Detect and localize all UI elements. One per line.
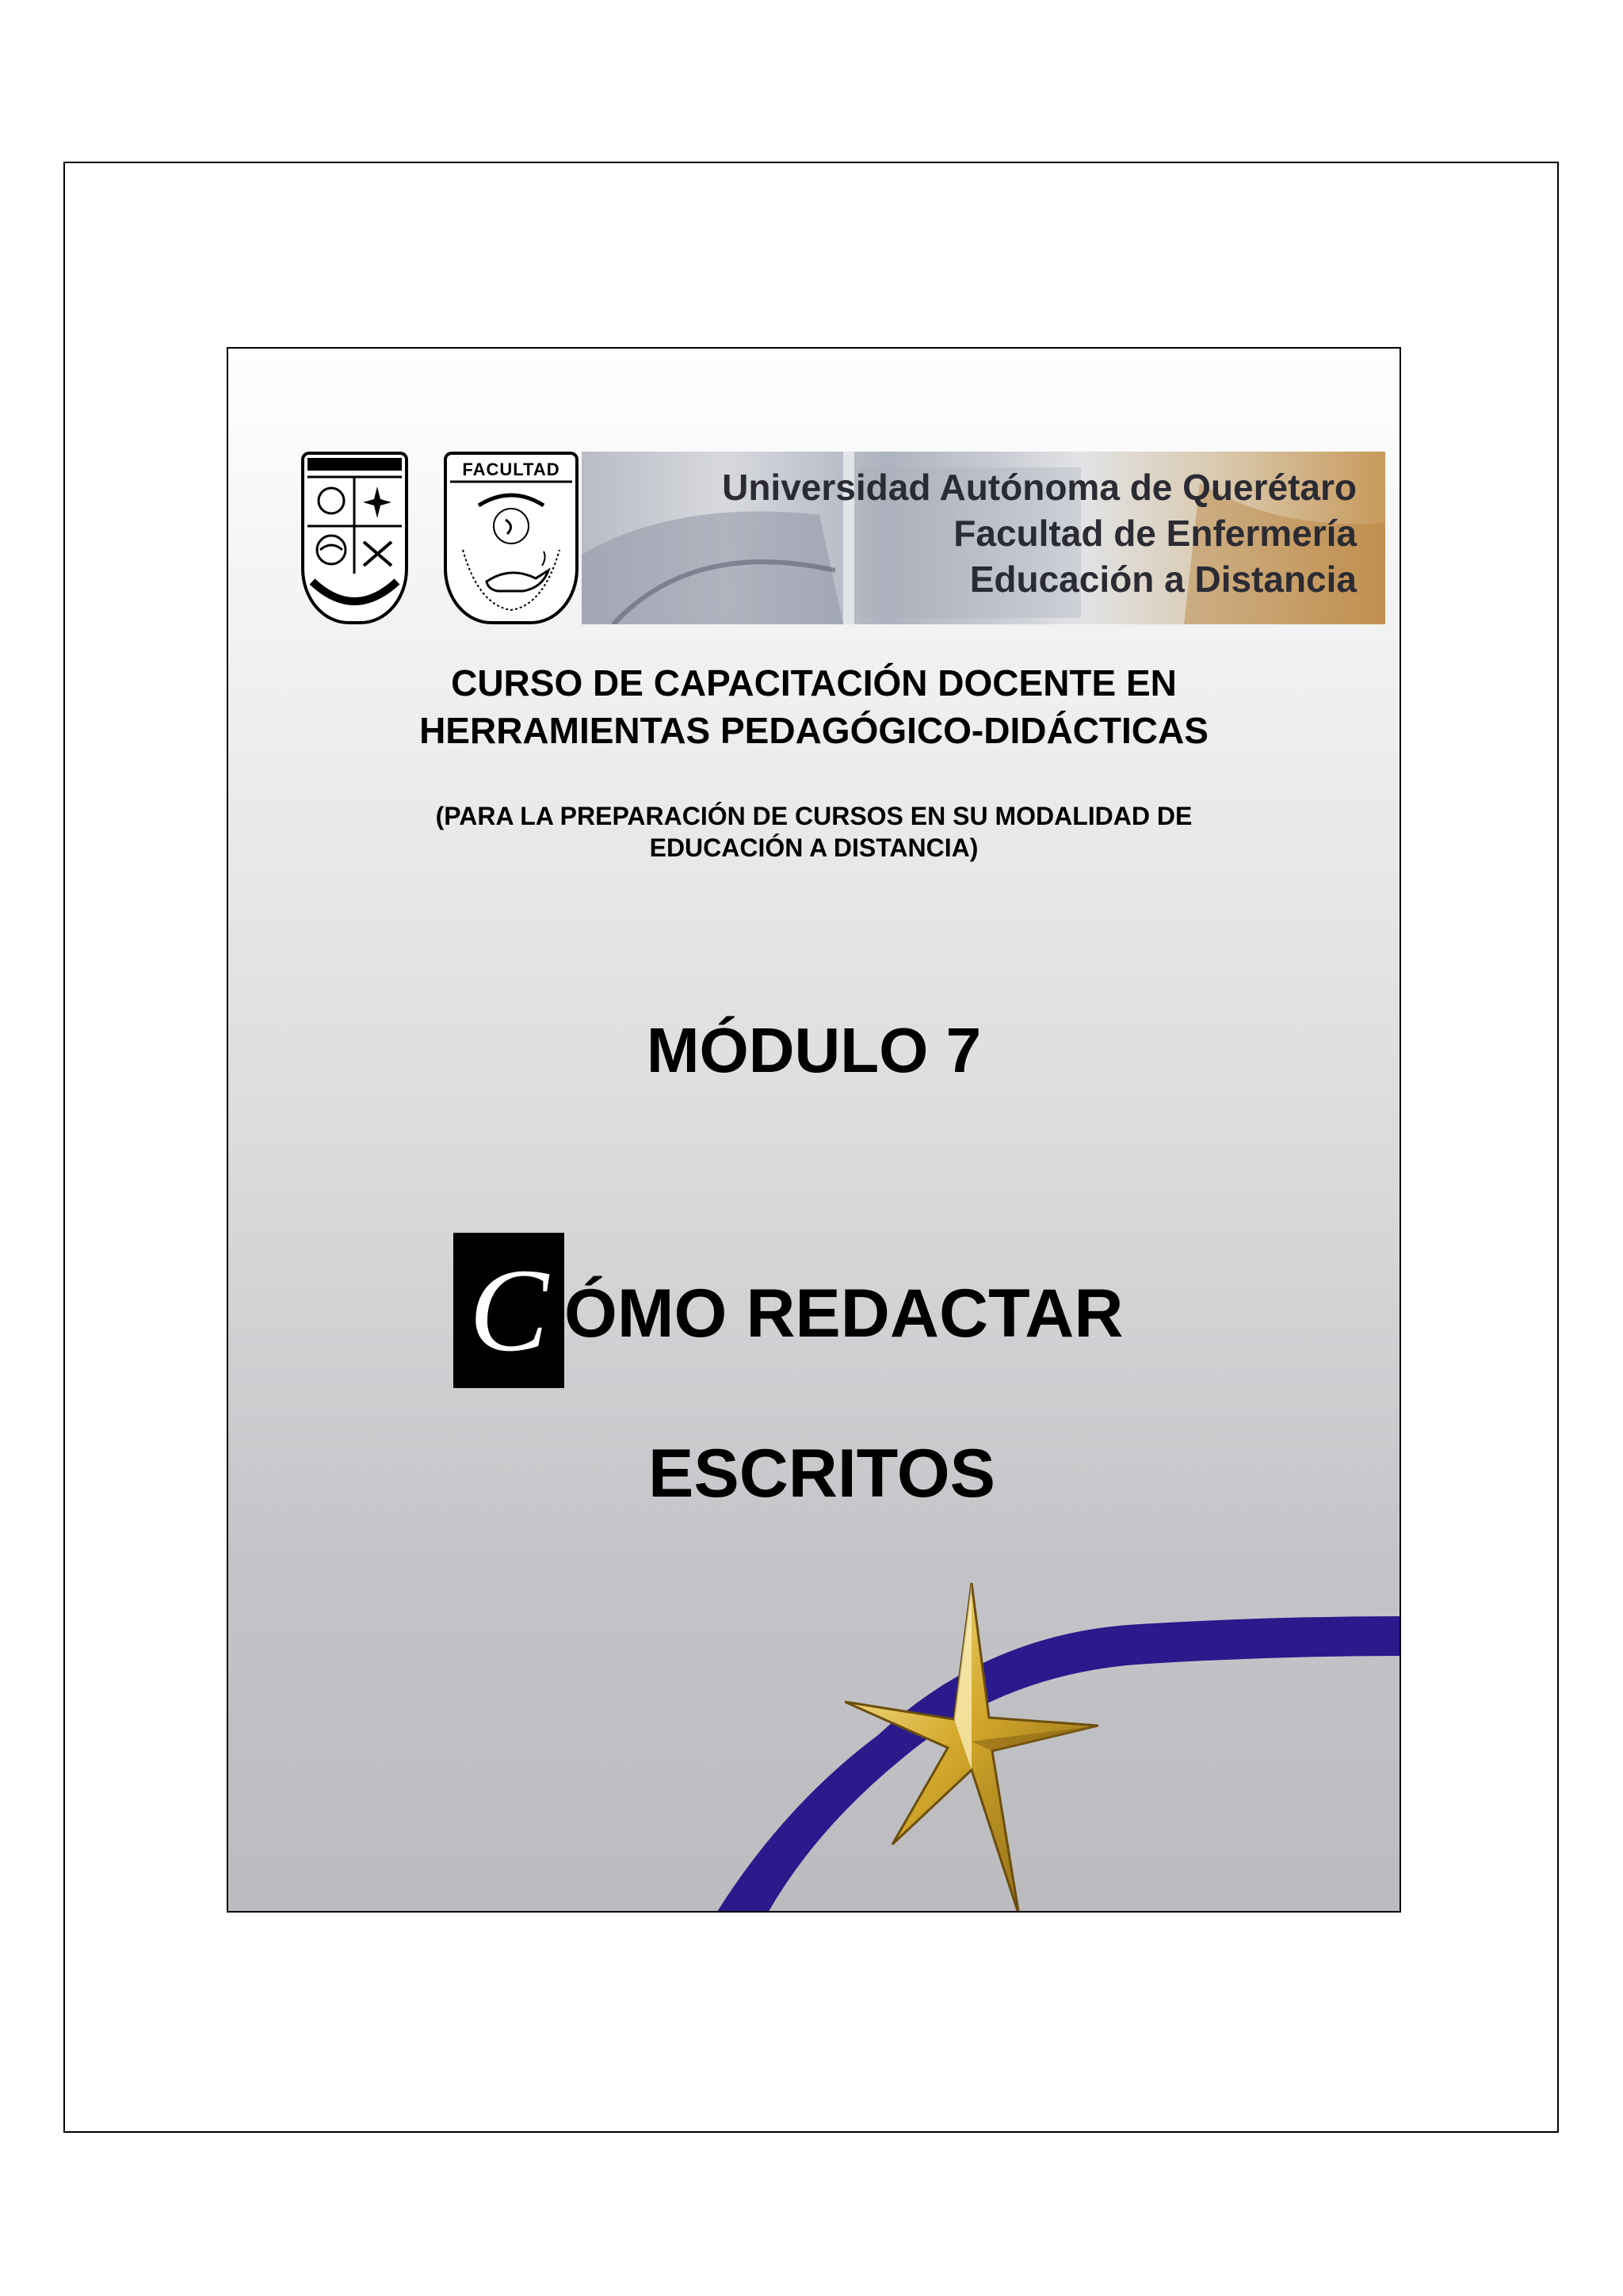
course-subtitle bbox=[228, 800, 1400, 864]
cover-panel bbox=[227, 347, 1401, 1913]
university-seal-icon bbox=[301, 452, 408, 624]
course-title-line1: CURSO DE CAPACITACIÓN DOCENTE EN bbox=[451, 662, 1177, 704]
course-subtitle-line2: EDUCACIÓN A DISTANCIA) bbox=[649, 833, 979, 862]
header-banner bbox=[582, 452, 1385, 624]
program-name: Educación a Distancia bbox=[969, 559, 1357, 600]
faculty-name: Facultad de Enfermería bbox=[953, 513, 1357, 554]
nursing-seal-icon bbox=[444, 452, 579, 624]
course-title bbox=[228, 659, 1400, 754]
compass-star-icon bbox=[845, 1583, 1098, 1913]
course-title-line2: HERRAMIENTAS PEDAGÓGICO-DIDÁCTICAS bbox=[419, 710, 1209, 751]
module-label: MÓDULO 7 bbox=[646, 1015, 982, 1085]
title-drop-cap: C bbox=[453, 1233, 564, 1388]
course-subtitle-line1: (PARA LA PREPARACIÓN DE CURSOS EN SU MODALIDAD DE bbox=[435, 802, 1193, 830]
nursing-seal-title: FACULTAD bbox=[462, 460, 560, 479]
module-title-line1: ÓMO REDACTAR bbox=[564, 1276, 1124, 1352]
module-title-line2: ESCRITOS bbox=[647, 1436, 996, 1512]
university-name: Universidad Autónoma de Querétaro bbox=[722, 467, 1357, 508]
